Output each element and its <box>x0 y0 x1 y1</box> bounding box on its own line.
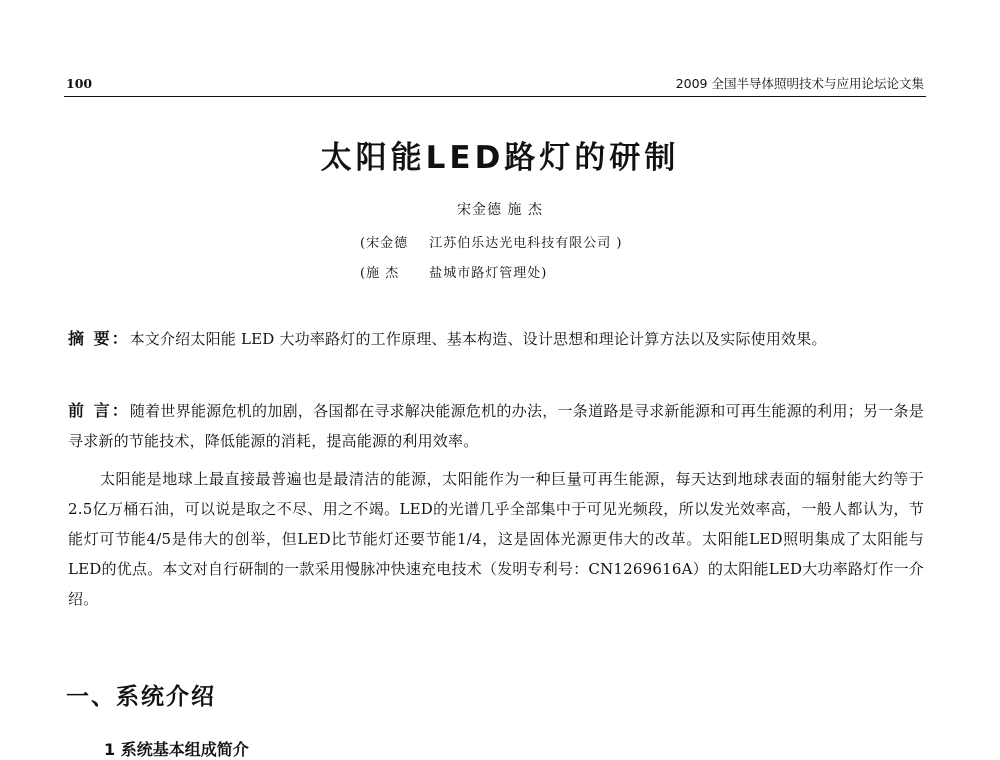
affiliation-open-paren: ( <box>360 266 367 281</box>
page-number: 100 <box>66 76 93 91</box>
abstract <box>68 324 924 354</box>
affiliation-open-paren: ( <box>360 236 367 251</box>
affiliation-author-name: 宋金德 <box>366 236 409 251</box>
affiliation-close-paren: ) <box>616 236 623 251</box>
affiliation-organization: 江苏伯乐达光电科技有限公司 <box>429 236 612 251</box>
header-divider <box>64 96 926 97</box>
abstract-text: 本文介绍太阳能 LED 大功率路灯的工作原理、基本构造、设计思想和理论计算方法以及实际使用效果。 <box>129 330 827 348</box>
journal-title: 2009 全国半导体照明技术与应用论坛论文集 <box>675 76 924 91</box>
abstract-label: 摘 要： <box>68 329 130 348</box>
subsection-heading: 1 系统基本组成简介 <box>104 740 249 759</box>
affiliation-1 <box>360 232 622 251</box>
author-list: 宋金德 施 杰 <box>457 202 543 218</box>
foreword-text: 随着世界能源危机的加剧，各国都在寻求解决能源危机的办法，一条道路是寻求新能源和可再生能源的利用；另一条是寻求新的节能技术，降低能源的消耗，提高能源的利用效率。 <box>68 402 925 450</box>
affiliation-author-name: 施 杰 <box>366 266 400 281</box>
section-heading: 一、系统介绍 <box>66 684 216 710</box>
paper-title: 太阳能LED路灯的研制 <box>320 140 680 176</box>
affiliation-organization: 盐城市路灯管理处 <box>429 266 542 281</box>
foreword <box>68 396 924 456</box>
affiliation-2 <box>360 262 547 281</box>
affiliation-close-paren: ) <box>541 266 548 281</box>
body-paragraph: 太阳能是地球上最直接最普遍也是最清洁的能源，太阳能作为一种巨量可再生能源，每天达到地球表面的辐射能大约等于2.5亿万桶石油，可以说是取之不尽、用之不竭。LED的光谱几乎全部集中于可见光频段，所以发光效率高，一般人都认为，节能灯可节能4/5是伟大的创举，但LED比节能灯还要节能1/4，这是固体光源更伟大的改革。太阳能LED照明集成了太阳能与LED的优点。本文对自行研制的一款采用慢脉冲快速充电技术（发明专利号：CN1269616A）的太阳能LED大功率路灯作一介绍。 <box>68 470 924 608</box>
running-header <box>64 74 924 94</box>
foreword-label: 前 言： <box>68 401 130 420</box>
